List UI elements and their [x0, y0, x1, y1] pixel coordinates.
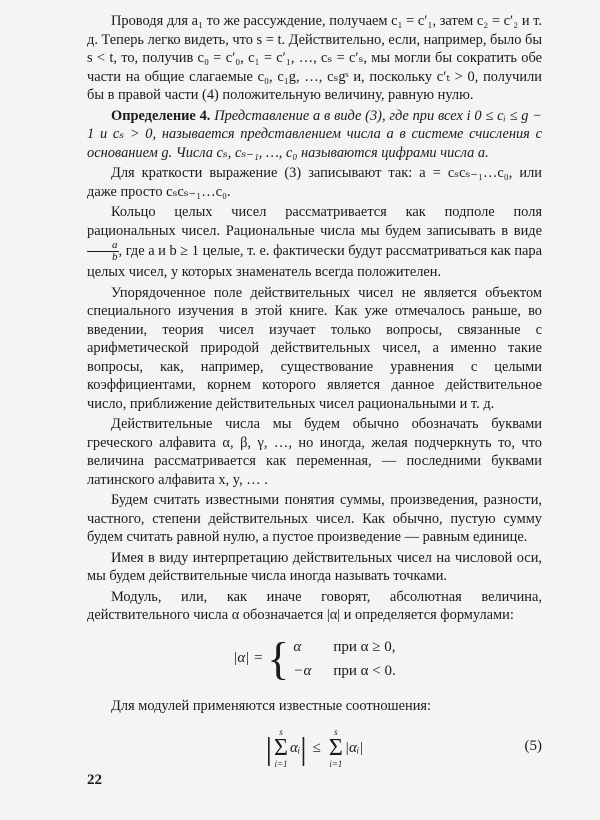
sum-symbol-right — [329, 727, 343, 769]
page-number: 22 — [87, 772, 102, 788]
abs-value-formula — [87, 632, 542, 684]
paragraph-notation: Для краткости выражение (3) записывают так: a = cₛcₛ₋₁…c₀, или даже просто cₛcₛ₋₁…c₀. — [87, 165, 542, 200]
case-2-condition: при α < 0. — [333, 662, 396, 679]
case-1-value: α — [293, 638, 302, 655]
case-1-condition: при α ≥ 0, — [333, 638, 396, 655]
case-row-2 — [293, 659, 395, 683]
paragraph-real-notation: Действительные числа мы будем обычно обозначать буквами греческого алфавита α, β, γ, …, но иногда, желая подчеркнуть то, что величина рассматривается как переменная, — последними буквами латинского алфавита x, y, … . — [87, 416, 542, 488]
case-row-1 — [293, 635, 395, 659]
abs-formula-lhs: |α| = — [233, 650, 264, 667]
paragraph-number-line: Имея в виду интерпретацию действительных чисел на числовой оси, мы будем действительные числа иногда называть точками. — [87, 549, 542, 584]
inequality-5 — [87, 725, 542, 771]
sum-left-term: αᵢ — [290, 739, 301, 756]
abs-bar-left: | — [265, 730, 273, 766]
fraction-denominator: b — [112, 251, 118, 263]
sum-left-upper: s — [279, 727, 283, 737]
equation-number: (5) — [524, 738, 542, 754]
sum-symbol-left — [274, 727, 288, 769]
rationals-text-a: Кольцо целых чисел рассматривается как подполе поля рациональных чисел. Рациональные числа мы будем записывать в виде — [87, 204, 542, 239]
rationals-text-b: , где a и b ≥ 1 целые, т. е. фактически будут рассматриваться как пара целых чисел, у которых знаменатель всегда положителен. — [87, 242, 542, 280]
abs-bar-right: | — [300, 730, 307, 766]
fraction-a-over-b — [87, 240, 119, 263]
definition-4 — [87, 107, 542, 163]
definition-label: Определение 4. — [111, 107, 211, 124]
left-brace: { — [267, 632, 290, 684]
abs-formula-cases — [293, 635, 395, 683]
paragraph-1: Проводя для a₁ то же рассуждение, получаем c₁ = c′₁, затем c₂ = c′₂ и т. д. Теперь легко видеть, что s = t. Действительно, если, например, было бы s < t, то, получив c₀ = c′₀, c₁ = c′₁, …, cₛ = c′ₛ, мы могли бы сократить обе части на общие слагаемые c₀, c₁g, …, cₛgˢ и, поскольку c′ₜ > 0, получили бы в правой части (4) положительную величину, равную нулю. — [87, 13, 542, 103]
case-2-value: −α — [293, 662, 312, 679]
fraction-numerator: a — [87, 240, 119, 252]
sum-right-term: |αᵢ| — [344, 739, 364, 756]
sigma-icon: Σ — [274, 735, 288, 761]
sigma-icon: Σ — [328, 735, 343, 761]
paragraph-rationals — [87, 203, 542, 282]
definition-text: Представление a в виде (3), где при всех i 0 ≤ cᵢ ≤ g − 1 и cₛ > 0, называется представлением числа a в системе счисления с основанием g. Числа cₛ, cₛ₋₁, …, c₀ называются цифрами числа a. — [87, 107, 542, 161]
sum-right-lower: i=1 — [329, 759, 343, 769]
paragraph-modulus: Модуль, или, как иначе говорят, абсолютная величина, действительного числа α обозначается |α| и определяется формулами: — [87, 588, 542, 623]
paragraph-modulus-relations: Для модулей применяются известные соотношения: — [111, 697, 432, 714]
sum-right-upper: s — [334, 727, 338, 737]
sum-left-lower: i=1 — [274, 759, 288, 769]
paragraph-ordered-field: Упорядоченное поле действительных чисел не является объектом специального изучения в этой книге. Как уже отмечалось раньше, во введении, теория чисел изучает только вопросы, связанные с арифметической природой действительных чисел, а именно такие вопросы, как, например, существование уравнения с целыми коэффициентами, корнем которого является данное действительное число, приближение действительных чисел рациональными и т. д. — [87, 284, 542, 412]
paragraph-operations: Будем считать известными понятия суммы, произведения, разности, частного, степени действительных чисел. Как обычно, пустую сумму будем считать равной нулю, а пустое произведение — равным единице. — [87, 492, 542, 545]
inequality-relation: ≤ — [312, 739, 321, 756]
